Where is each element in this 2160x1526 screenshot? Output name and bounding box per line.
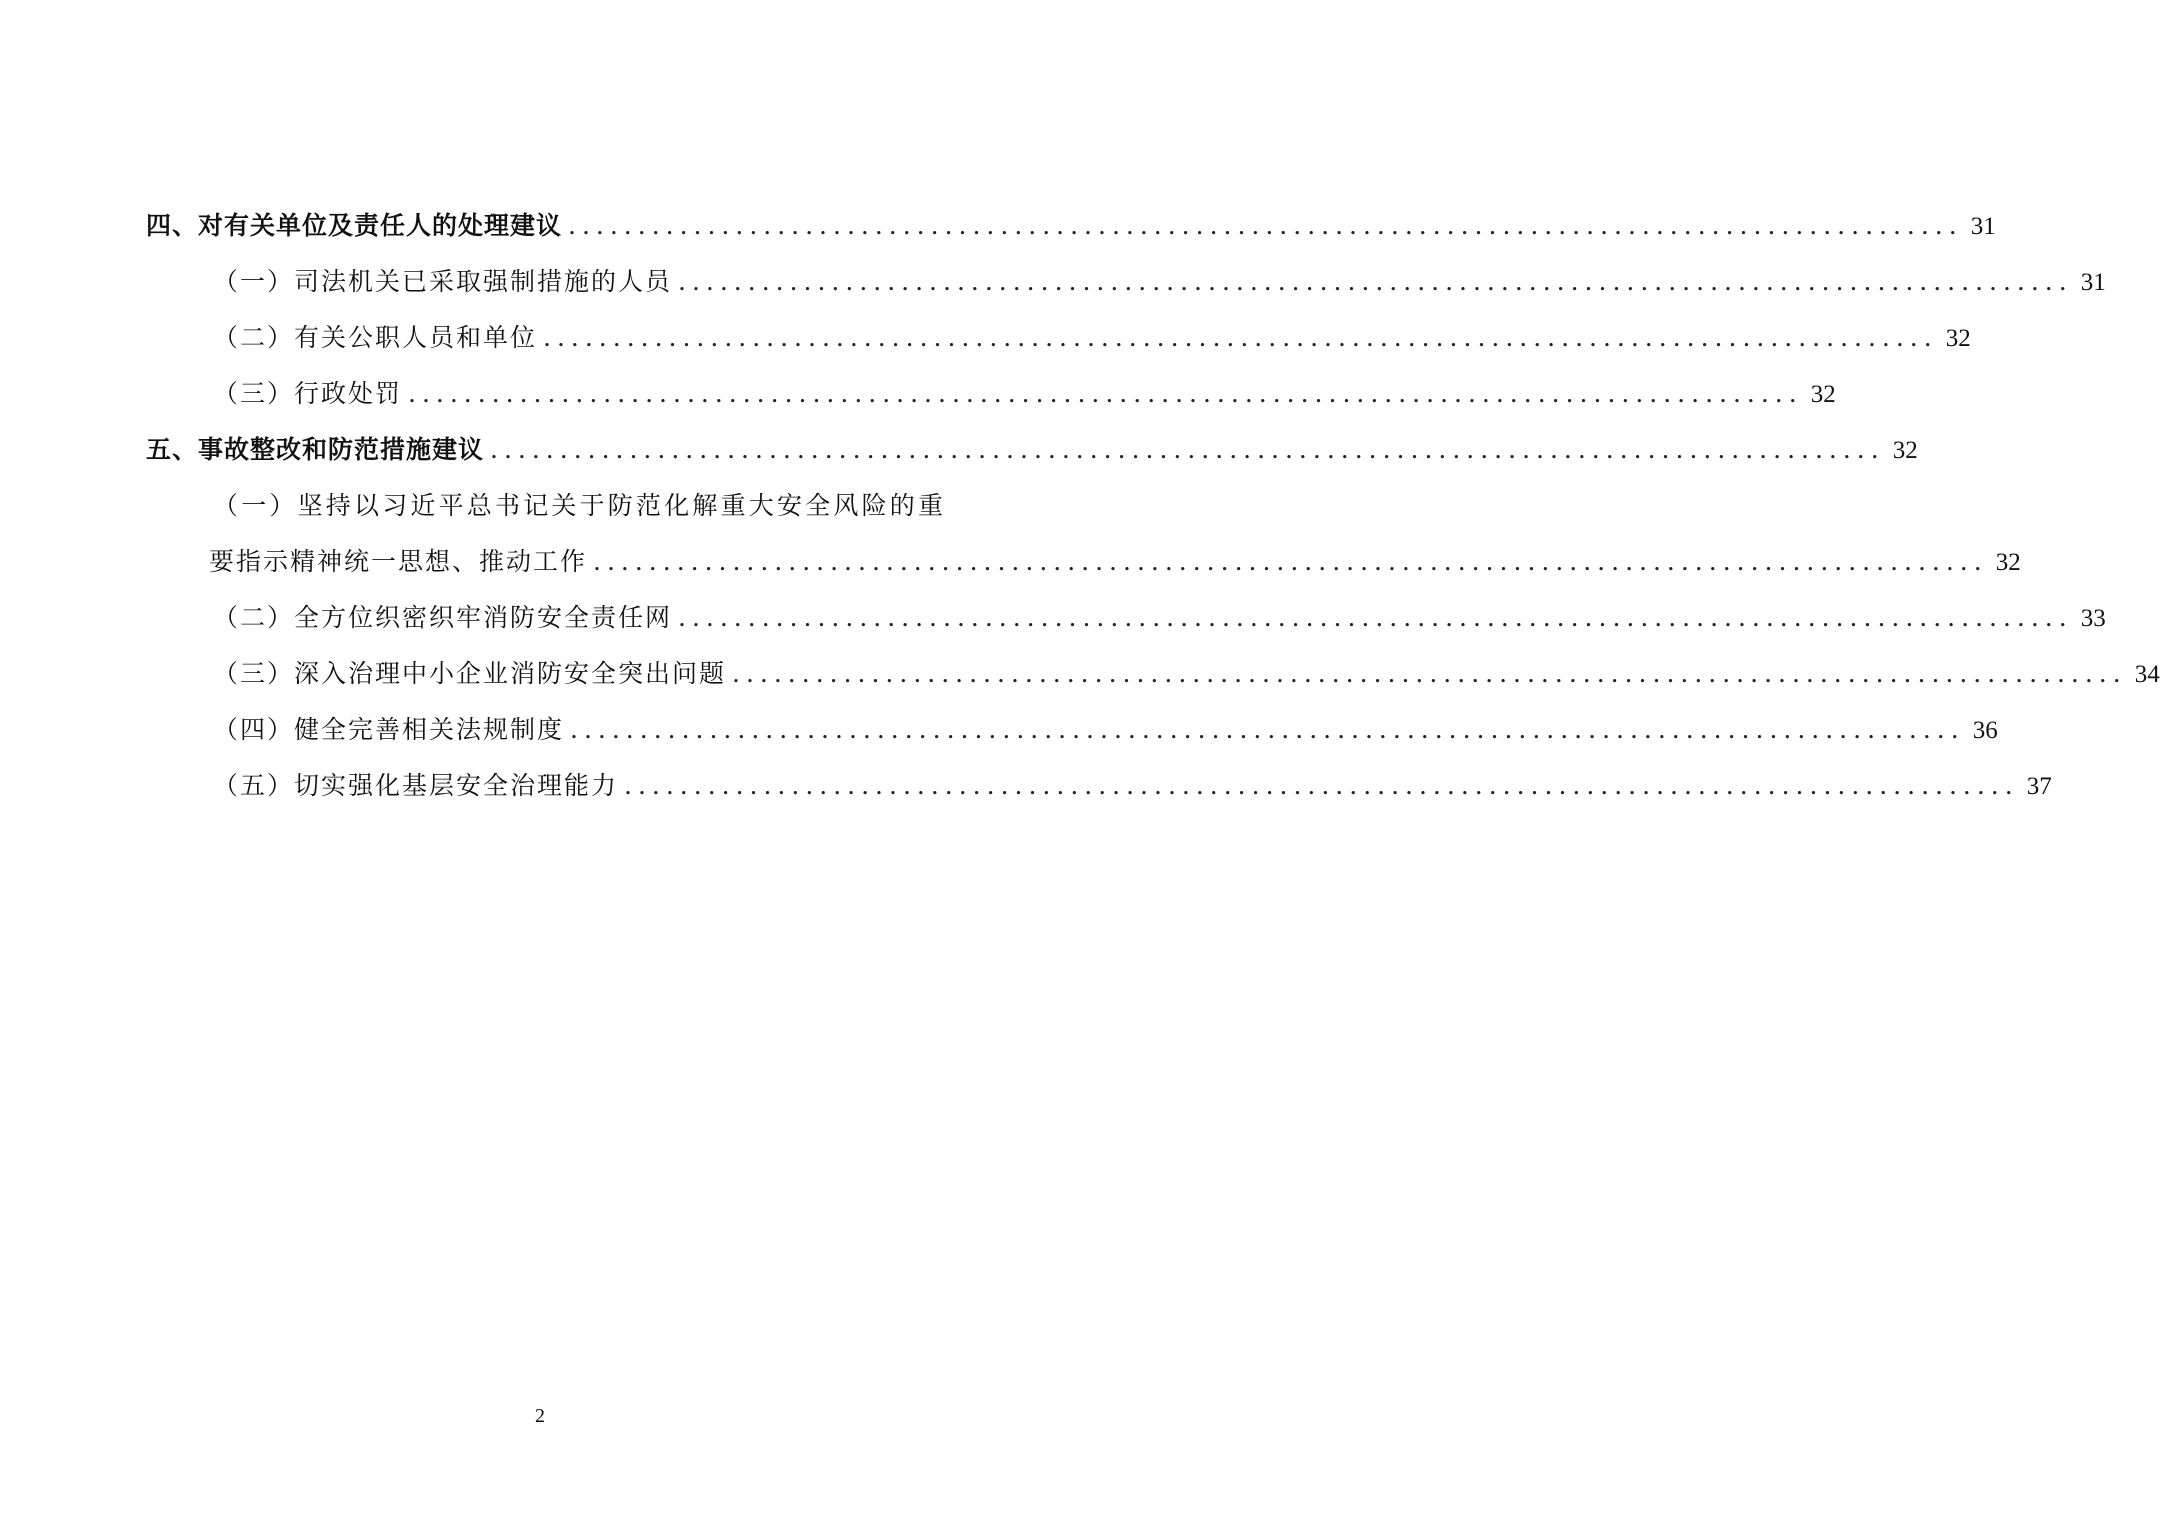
toc-entry-title: （二）有关公职人员和单位 bbox=[213, 323, 538, 352]
toc-leader-dots: .................................................................................................... bbox=[490, 435, 1885, 464]
page-number: 2 bbox=[535, 1405, 545, 1427]
toc-entry-page: 32 bbox=[1892, 437, 1918, 464]
toc-entry-title: （四）健全完善相关法规制度 bbox=[213, 715, 565, 744]
toc-leader-dots: .................................................................................................... bbox=[568, 211, 1963, 240]
toc-entry-page: 32 bbox=[1945, 325, 1971, 352]
toc-entry-5-1[interactable] bbox=[209, 547, 2021, 578]
toc-entry-title: （三）行政处罚 bbox=[213, 379, 403, 408]
toc-entry-page: 37 bbox=[2026, 773, 2052, 800]
toc-leader-dots: .................................................................................................... bbox=[570, 715, 1965, 744]
toc-entry-page: 36 bbox=[1972, 717, 1998, 744]
toc-entry-title: （一）司法机关已采取强制措施的人员 bbox=[213, 267, 673, 296]
toc-leader-dots: .................................................................................................... bbox=[732, 659, 2127, 688]
toc-entry-title: 五、事故整改和防范措施建议 bbox=[146, 435, 485, 464]
toc-entry-section-4[interactable] bbox=[146, 211, 1996, 242]
toc-entry-4-2[interactable] bbox=[213, 323, 1971, 354]
toc-entry-5-4[interactable] bbox=[213, 715, 1998, 746]
toc-leader-dots: .................................................................................................... bbox=[543, 323, 1938, 352]
toc-leader-dots: .................................................................................................... bbox=[678, 603, 2073, 632]
toc-entry-5-3[interactable] bbox=[213, 659, 2160, 690]
toc-entry-page: 32 bbox=[1810, 381, 1836, 408]
toc-entry-page: 34 bbox=[2134, 661, 2160, 688]
toc-entry-page: 31 bbox=[1970, 213, 1996, 240]
toc-entry-5-2[interactable] bbox=[213, 603, 2106, 634]
toc-entry-title: （三）深入治理中小企业消防安全突出问题 bbox=[213, 659, 727, 688]
toc-leader-dots: .................................................................................................... bbox=[593, 547, 1988, 576]
toc-entry-section-5[interactable] bbox=[146, 435, 1918, 466]
toc-entry-5-5[interactable] bbox=[213, 771, 2052, 802]
toc-entry-title: （二）全方位织密织牢消防安全责任网 bbox=[213, 603, 673, 632]
toc-entry-4-1[interactable] bbox=[213, 267, 2106, 298]
toc-entry-5-1-line1[interactable]: （一）坚持以习近平总书记关于防范化解重大安全风险的重 bbox=[213, 491, 947, 520]
toc-entry-page: 32 bbox=[1995, 549, 2021, 576]
toc-leader-dots: .................................................................................................... bbox=[408, 379, 1803, 408]
toc-entry-title: （五）切实强化基层安全治理能力 bbox=[213, 771, 619, 800]
toc-entry-4-3[interactable] bbox=[213, 379, 1836, 410]
toc-entry-title: 要指示精神统一思想、推动工作 bbox=[209, 547, 588, 576]
toc-leader-dots: .................................................................................................... bbox=[624, 771, 2019, 800]
toc-entry-page: 33 bbox=[2080, 605, 2106, 632]
toc-entry-title: 四、对有关单位及责任人的处理建议 bbox=[146, 211, 563, 240]
toc-entry-page: 31 bbox=[2080, 269, 2106, 296]
toc-leader-dots: .................................................................................................... bbox=[678, 267, 2073, 296]
